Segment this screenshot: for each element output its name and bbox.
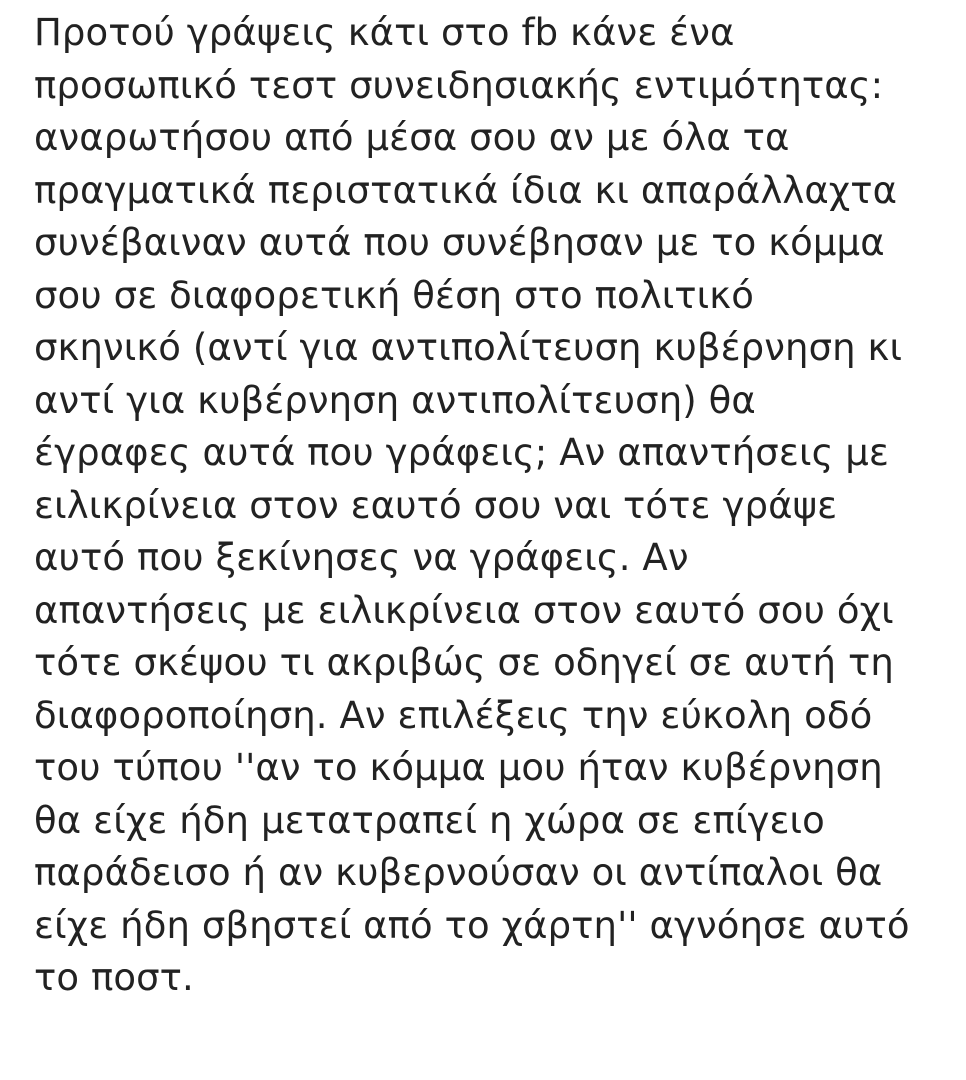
post-text-line: αντί για κυβέρνηση αντιπολίτευση) θα <box>34 378 756 422</box>
post-text-line: το ποστ. <box>34 956 194 999</box>
post-text-line: σκηνικό (αντί για αντιπολίτευση κυβέρνηση κι <box>34 326 903 369</box>
post-text-line: σου σε διαφορετική θέση στο πολιτικό <box>34 273 754 317</box>
post-text-line: αναρωτήσου από μέσα σου αν με όλα τα <box>34 116 790 159</box>
post-text-line: παράδεισο ή αν κυβερνούσαν οι αντίπαλοι θα <box>34 851 883 894</box>
post-text-line: Προτού γράψεις κάτι στο fb κάνε ένα <box>34 11 735 54</box>
post-text-line: του τύπου ''αν το κόμμα μου ήταν κυβέρνηση <box>34 746 883 789</box>
post-text-line: διαφοροποίηση. Αν επιλέξεις την εύκολη οδό <box>34 693 873 737</box>
post-text-line: θα είχε ήδη μετατραπεί η χώρα σε επίγειο <box>34 798 825 842</box>
post-text-line: έγραφες αυτά που γράφεις; Αν απαντήσεις με <box>34 431 889 474</box>
post-text-line: προσωπικό τεστ συνειδησιακής εντιμότητας: <box>34 63 884 107</box>
post-text-line: είχε ήδη σβηστεί από το χάρτη'' αγνόησε αυτό <box>34 903 910 947</box>
post-text-line: απαντήσεις με ειλικρίνεια στον εαυτό σου όχι <box>34 588 894 632</box>
post-text-line: πραγματικά περιστατικά ίδια κι απαράλλαχτα <box>34 168 898 212</box>
post-text-line: αυτό που ξεκίνησες να γράφεις. Αν <box>34 536 689 579</box>
post-text-line: συνέβαιναν αυτά που συνέβησαν με το κόμμα <box>34 221 885 264</box>
post-text-line: ειλικρίνεια στον εαυτό σου ναι τότε γράψε <box>34 483 838 527</box>
post-text <box>34 7 959 1005</box>
post-text-line: τότε σκέψου τι ακριβώς σε οδηγεί σε αυτή τη <box>34 641 894 684</box>
